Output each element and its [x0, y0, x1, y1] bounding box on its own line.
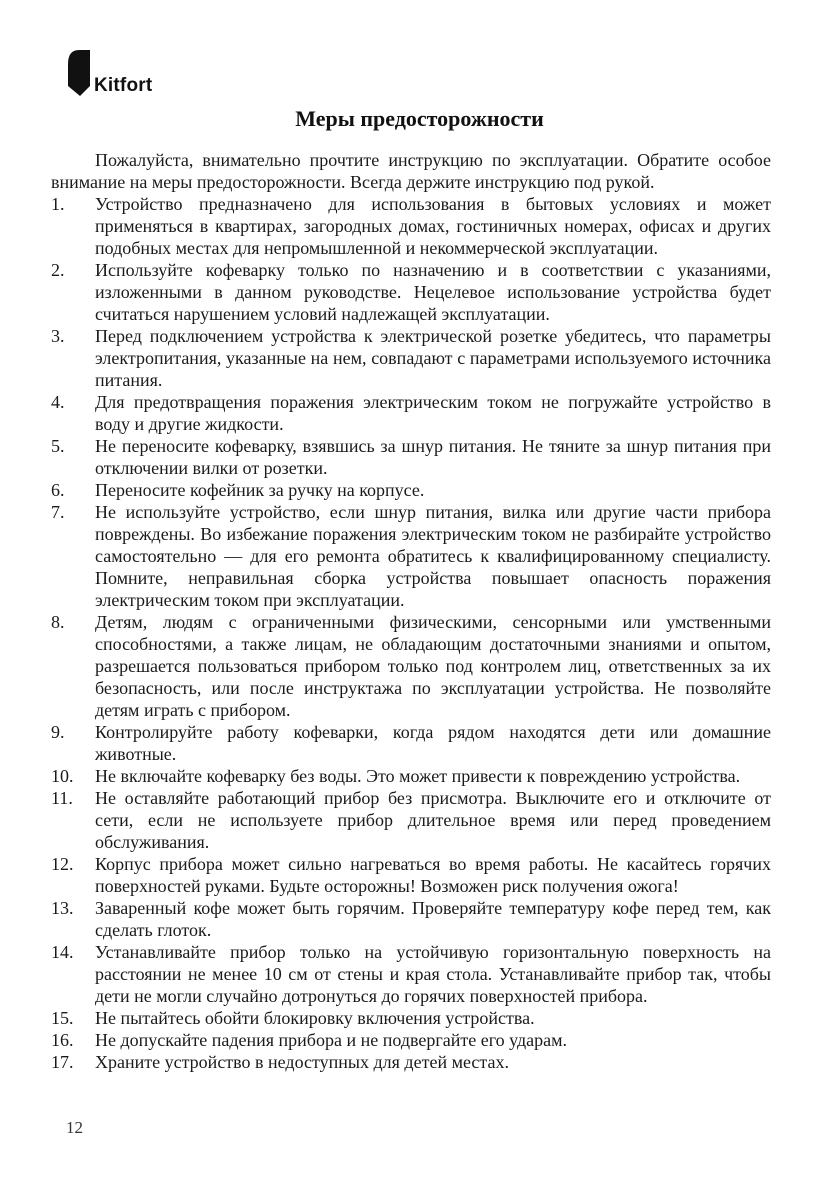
list-item [51, 941, 771, 1007]
list-item-number: 16. [51, 1030, 74, 1050]
list-item-text: Не переносите кофеварку, взявшись за шнур питания. Не тяните за шнур питания при отключении вилки от розетки. [95, 436, 771, 478]
list-item-text: Переносите кофейник за ручку на корпусе. [95, 480, 425, 500]
list-item-text: Не пытайтесь обойти блокировку включения устройства. [95, 1008, 535, 1028]
list-item-text: Детям, людям с ограниченными физическими, сенсорными или умственными способностями, а также лицам, не обладающим достаточными знаниями и опытом, разрешается пользоваться прибором только под контролем лиц, ответственных за их безопасность, или после инструктажа по эксплуатации устройства. Не позволяйте детям играть с прибором. [95, 612, 771, 720]
list-item-number: 3. [51, 326, 65, 346]
list-item-number: 9. [51, 722, 65, 742]
list-item [51, 897, 771, 941]
list-item [51, 479, 771, 501]
list-item-text: Храните устройство в недоступных для детей местах. [95, 1052, 509, 1072]
list-item-text: Не включайте кофеварку без воды. Это может привести к повреждению устройства. [95, 766, 741, 786]
list-item-text: Не используйте устройство, если шнур питания, вилка или другие части прибора повреждены. Во избежание поражения электрическим током не разбирайте устройство самостоятельно — для его ремонта обратитесь к квалифицированному специалисту. Помните, неправильная сборка устройства повышает опасность поражения электрическим током при эксплуатации. [95, 502, 771, 610]
list-item-number: 4. [51, 392, 65, 412]
list-item-text: Заваренный кофе может быть горячим. Проверяйте температуру кофе перед тем, как сделать глоток. [95, 898, 771, 940]
list-item-number: 5. [51, 436, 65, 456]
list-item-number: 11. [51, 788, 73, 808]
list-item [51, 259, 771, 325]
list-item-number: 15. [51, 1008, 74, 1028]
list-item [51, 391, 771, 435]
list-item [51, 193, 771, 259]
list-item [51, 325, 771, 391]
list-item-number: 17. [51, 1052, 74, 1072]
list-item-text: Контролируйте работу кофеварки, когда рядом находятся дети или домашние животные. [95, 722, 771, 764]
list-item-number: 12. [51, 854, 74, 874]
list-item-text: Устройство предназначено для использования в бытовых условиях и может применяться в квартирах, загородных домах, гостиничных номерах, офисах и других подобных местах для непромышленной и некоммерческой эксплуатации. [95, 194, 771, 258]
list-item [51, 853, 771, 897]
kitfort-logo-mark-icon [66, 48, 92, 96]
list-item-number: 13. [51, 898, 74, 918]
list-item [51, 721, 771, 765]
list-item [51, 765, 771, 787]
list-item-text: Перед подключением устройства к электрической розетке убедитесь, что параметры электропитания, указанные на нем, совпадают с параметрами используемого источника питания. [95, 326, 771, 390]
list-item-text: Корпус прибора может сильно нагреваться во время работы. Не касайтесь горячих поверхностей руками. Будьте осторожны! Возможен риск получения ожога! [95, 854, 771, 896]
list-item [51, 435, 771, 479]
list-item-number: 1. [51, 194, 65, 214]
list-item [51, 1029, 771, 1051]
page-title: Меры предосторожности [295, 106, 544, 131]
list-item-text: Не допускайте падения прибора и не подвергайте его ударам. [95, 1030, 568, 1050]
list-item-text: Для предотвращения поражения электрическим током не погружайте устройство в воду и другие жидкости. [95, 392, 771, 434]
list-item-number: 2. [51, 260, 65, 280]
list-item [51, 787, 771, 853]
list-item-number: 8. [51, 612, 65, 632]
list-item-text: Не оставляйте работающий прибор без присмотра. Выключите его и отключите от сети, если не используете прибор длительное время или перед проведением обслуживания. [95, 788, 771, 852]
list-item-text: Устанавливайте прибор только на устойчивую горизонтальную поверхность на расстоянии не менее 10 см от стены и края стола. Устанавливайте прибор так, чтобы дети не могли случайно дотронуться до горячих поверхностей прибора. [95, 942, 771, 1006]
list-item-number: 10. [51, 766, 74, 786]
list-item [51, 1007, 771, 1029]
list-item [51, 501, 771, 611]
list-item [51, 1051, 771, 1073]
document-body [51, 149, 771, 1073]
list-item [51, 611, 771, 721]
list-item-number: 7. [51, 502, 65, 522]
precautions-list [51, 193, 771, 1073]
list-item-text: Используйте кофеварку только по назначению и в соответствии с указаниями, изложенными в данном руководстве. Нецелевое использование устройства будет считаться нарушением условий надлежащей эксплуатации. [95, 260, 771, 324]
intro-paragraph: Пожалуйста, внимательно прочтите инструкцию по эксплуатации. Обратите особое внимание на меры предосторожности. Всегда держите инструкцию под рукой. [51, 150, 771, 192]
list-item-number: 6. [51, 480, 65, 500]
list-item-number: 14. [51, 942, 74, 962]
brand-name: Kitfort [94, 75, 153, 96]
page-number: 12 [66, 1118, 83, 1137]
